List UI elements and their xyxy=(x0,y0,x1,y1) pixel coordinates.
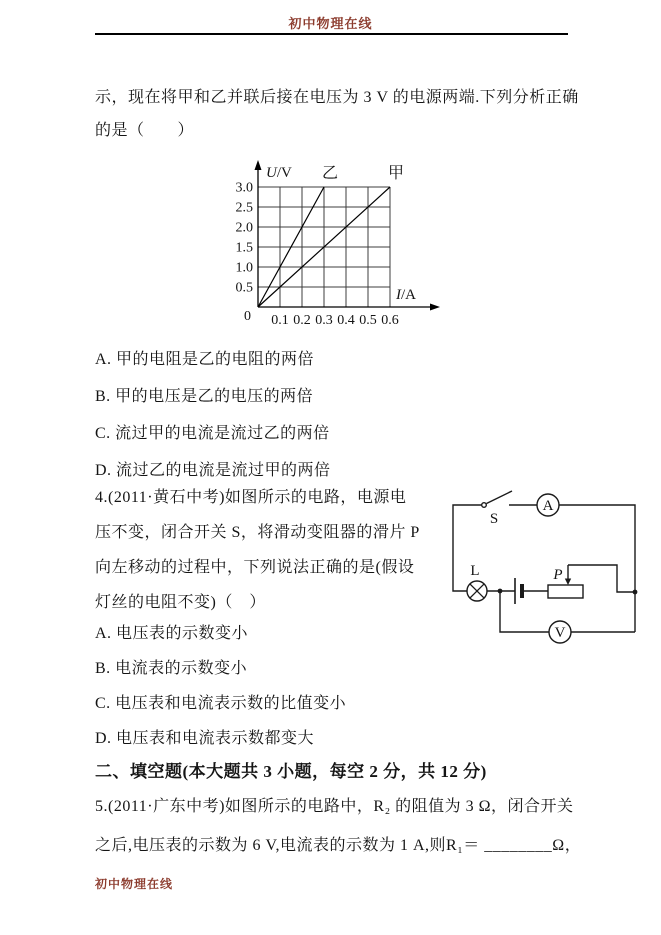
question4-line4: 灯丝的电阻不变)（ ） xyxy=(95,594,266,611)
rheostat-body xyxy=(548,585,583,598)
question4-line1: 4.(2011·黄石中考)如图所示的电路，电源电 xyxy=(95,489,407,506)
origin-label: 0 xyxy=(244,309,251,324)
question3-option-d: D. 流过乙的电流是流过甲的两倍 xyxy=(95,462,331,479)
question4-line3: 向左移动的过程中，下列说法正确的是(假设 xyxy=(95,559,415,576)
switch-label: S xyxy=(489,511,499,527)
question3-intro-line2: 的是（ ） xyxy=(95,122,195,139)
question3-intro-line1: 示，现在将甲和乙并联后接在电压为 3 V 的电源两端.下列分析正确 xyxy=(95,89,579,106)
question4-option-a: A. 电压表的示数变小 xyxy=(95,625,249,642)
switch-lever xyxy=(487,491,513,504)
junction-dot-left xyxy=(498,589,503,594)
ammeter-label: A xyxy=(542,498,554,514)
x-tick-label: 0.5 xyxy=(359,313,377,328)
switch-pivot xyxy=(482,503,487,508)
y-tick-label: 1.0 xyxy=(235,260,253,276)
y-tick-label: 1.5 xyxy=(235,240,253,256)
question4-option-b: B. 电流表的示数变小 xyxy=(95,660,248,677)
y-tick-label: 2.5 xyxy=(235,200,253,216)
x-axis-arrow xyxy=(430,304,440,311)
slider-arrow-head xyxy=(565,579,571,586)
series-label-乙: 乙 xyxy=(321,165,339,182)
question4-line2: 压不变，闭合开关 S，将滑动变阻器的滑片 P xyxy=(95,524,420,541)
x-tick-label: 0.6 xyxy=(381,313,399,328)
y-tick-label: 2.0 xyxy=(235,220,253,236)
voltmeter-label: V xyxy=(554,625,566,641)
x-axis-label: I/A xyxy=(396,287,416,303)
x-tick-label: 0.4 xyxy=(337,313,355,328)
question4-option-c: C. 电压表和电流表示数的比值变小 xyxy=(95,695,347,712)
y-axis-label: U/V xyxy=(266,165,292,181)
y-tick-label: 0.5 xyxy=(235,280,253,296)
x-tick-label: 0.1 xyxy=(271,313,289,328)
y-axis-arrow xyxy=(255,160,262,170)
slider-label: P xyxy=(553,567,563,583)
header-rule xyxy=(95,33,568,35)
circuit-wire-top-right xyxy=(509,505,635,632)
question3-option-a: A. 甲的电阻是乙的电阻的两倍 xyxy=(95,351,315,368)
footer-brand-text: 初中物理在线 xyxy=(95,877,174,891)
uv-chart xyxy=(230,155,445,340)
question5-line2: 之后,电压表的示数为 6 V,电流表的示数为 1 A,则R₁＝ ________Ω， xyxy=(95,837,582,854)
junction-dot-right xyxy=(633,590,638,595)
question3-option-c: C. 流过甲的电流是流过乙的两倍 xyxy=(95,425,330,442)
lamp-label: L xyxy=(470,563,480,579)
section2-heading: 二、填空题(本大题共 3 小题，每空 2 分，共 12 分) xyxy=(95,762,487,781)
circuit-diagram xyxy=(445,480,645,655)
question3-option-b: B. 甲的电压是乙的电压的两倍 xyxy=(95,388,314,405)
x-tick-label: 0.2 xyxy=(293,313,311,328)
header-brand-text: 初中物理在线 xyxy=(288,16,373,31)
question5-line1: 5.(2011·广东中考)如图所示的电路中，R₂ 的阻值为 3 Ω，闭合开关 xyxy=(95,798,574,815)
y-tick-label: 3.0 xyxy=(235,180,253,196)
series-label-甲: 甲 xyxy=(387,165,405,182)
x-tick-label: 0.3 xyxy=(315,313,333,328)
question4-option-d: D. 电压表和电流表示数都变大 xyxy=(95,730,315,747)
